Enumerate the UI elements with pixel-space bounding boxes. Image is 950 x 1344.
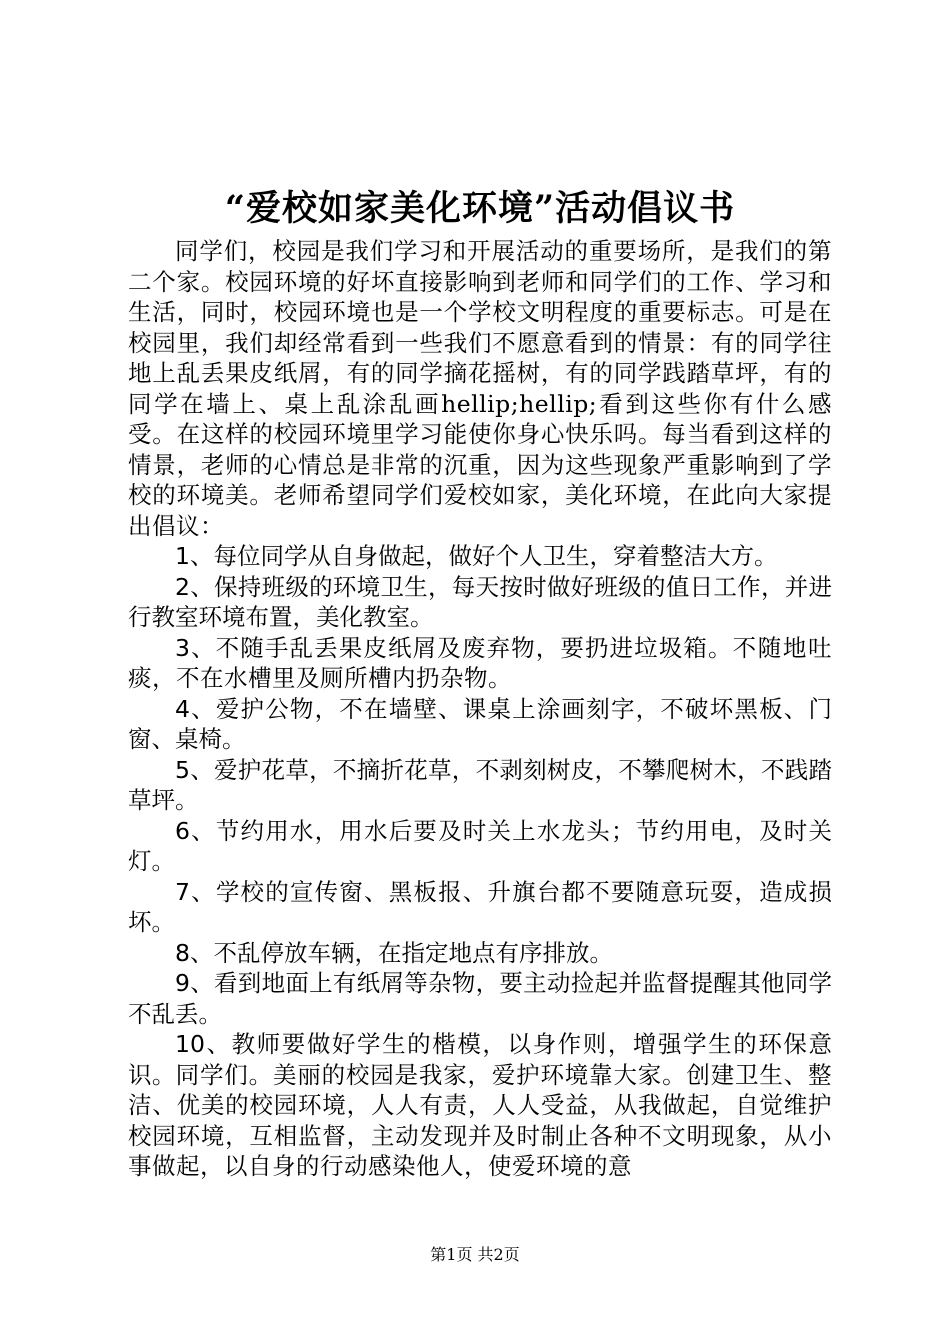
- item-text: 2、保持班级的环境卫生，每天按时做好班级的值日工作，并进行教室环境布置，美化教室。: [128, 572, 832, 631]
- proposal-item-5: [128, 755, 832, 816]
- intro-paragraph: 同学们，校园是我们学习和开展活动的重要场所，是我们的第二个家。校园环境的好坏直接影响到老师和同学们的工作、学习和生活，同时，校园环境也是一个学校文明程度的重要标志。可是在校园里，我们却经常看到一些我们不愿意看到的情景：有的同学往地上乱丢果皮纸屑，有的同学摘花摇树，有的同学践踏草坪，有的同学在墙上、桌上乱涂乱画hellip;hellip;看到这些你有什么感受。在这样的校园环境里学习能使你身心快乐吗。每当看到这样的情景，老师的心情总是非常的沉重，因为这些现象严重影响到了学校的环境美。老师希望同学们爱校如家，美化环境，在此向大家提出倡议：: [128, 237, 832, 540]
- item-text: 3、不随手乱丢果皮纸屑及废弃物，要扔进垃圾箱。: [175, 633, 733, 662]
- proposal-item-2: [128, 572, 832, 633]
- proposal-item-4: [128, 694, 832, 755]
- item-extra-text: 同学们。美丽的校园是我家，爱护环境靠大家。创建卫生、整洁、优美的校园环境，人人有责，人人受益，从我做起，自觉维护校园环境，互相监督，主动发现并及时制止各种不文明现象，从小事做起，以自身的行动感染他人，使爱环境的意: [128, 1060, 833, 1180]
- item-extra-text: 不随地吐痰，不在水槽里及厕所槽内扔杂物。: [128, 633, 833, 692]
- item-text: 1、每位同学从自身做起，做好个人卫生，穿着整洁大方。: [175, 542, 778, 570]
- proposal-item-10: [128, 1029, 832, 1182]
- item-text: 9、看到地面上有纸屑等杂物，要主动捡起并监督提醒其他同学不乱丢。: [128, 969, 832, 1028]
- proposal-item-1: [128, 541, 832, 572]
- document-title: “爱校如家美化环境”活动倡议书: [224, 188, 736, 229]
- proposal-item-7: [128, 877, 832, 938]
- item-text: 7、学校的宣传窗、黑板报、升旗台都不要随意玩耍，造成损坏。: [128, 877, 832, 936]
- proposal-item-9: [128, 968, 832, 1029]
- item-text: 4、爱护公物，不在墙壁、课桌上涂画刻字，不破坏黑板、门窗、桌椅。: [128, 694, 832, 753]
- proposal-item-6: [128, 816, 832, 877]
- document-body: [128, 186, 832, 1182]
- item-text: 6、节约用水，用水后要及时关上水龙头；节约用电，及时关灯。: [128, 816, 832, 875]
- item-text: 8、不乱停放车辆，在指定地点有序排放。: [175, 938, 613, 967]
- proposal-item-3: [128, 633, 832, 694]
- item-text: 10、教师要做好学生的楷模，以身作则，增强学生的环保意识。: [128, 1030, 832, 1089]
- page-number-footer: 第1页 共2页: [430, 1245, 520, 1264]
- proposal-item-8: [128, 938, 832, 969]
- item-text: 5、爱护花草，不摘折花草，不剥刻树皮，不攀爬树木，不践踏草坪。: [128, 755, 832, 814]
